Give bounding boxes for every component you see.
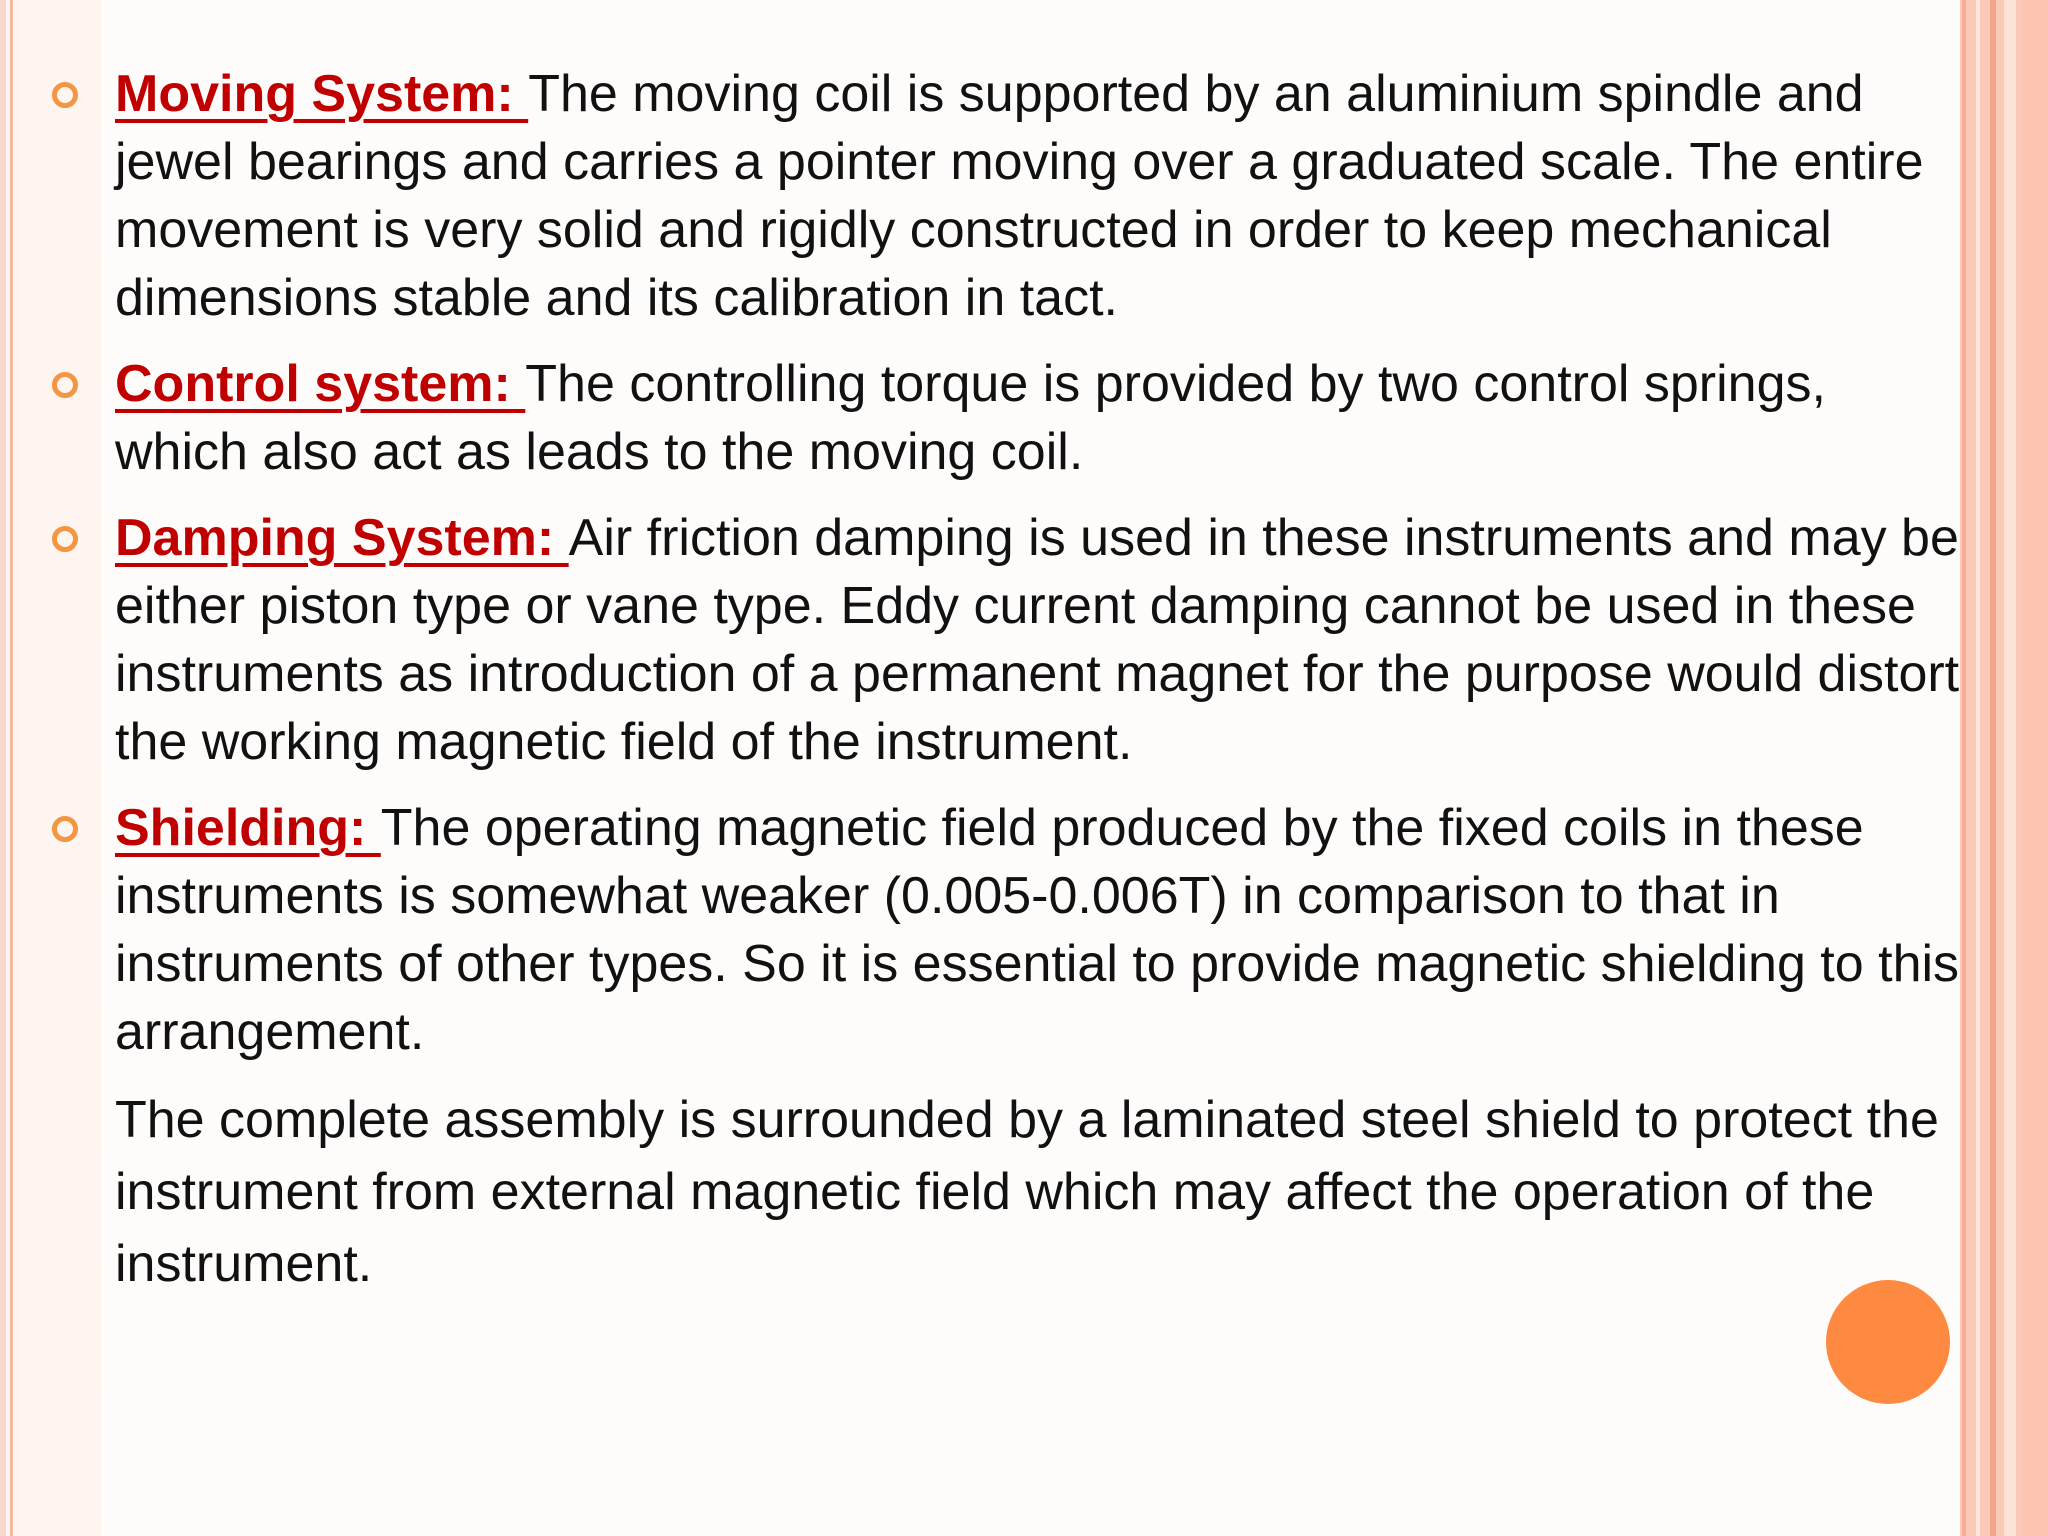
bullet-text: The moving coil is supported by an aluminium spindle and jewel bearings and carries a pointer moving over a graduated scale. The entire movement is very solid and rigidly constructed in order to keep mechanical dimensions stable and its calibration in tact.	[115, 65, 1924, 327]
slide-body	[115, 60, 1960, 1300]
bullet-heading: Damping System:	[115, 509, 569, 567]
left-border-band	[0, 0, 104, 1536]
bullet-item-control-system	[115, 350, 1960, 486]
right-border-stripe	[2022, 0, 2048, 1536]
bullet-ring-icon	[52, 372, 78, 398]
bullet-item-shielding	[115, 794, 1960, 1066]
bullet-heading: Control system:	[115, 355, 526, 413]
right-border-stripe	[1976, 0, 1980, 1536]
bullet-text: Air friction damping is used in these instruments and may be either piston type or vane type. Eddy current damping cannot be used in these instruments as introduction of a permanent magnet for the purpose would distort the working magnetic field of the instrument.	[115, 509, 1960, 771]
bullet-item-moving-system	[115, 60, 1960, 332]
right-border-stripe	[2004, 0, 2016, 1536]
decorative-orange-circle	[1826, 1280, 1950, 1404]
bullet-ring-icon	[52, 526, 78, 552]
left-border-line	[10, 0, 13, 1536]
bullet-text: The controlling torque is provided by two control springs, which also act as leads to the moving coil.	[115, 355, 1826, 481]
bullet-heading: Moving System:	[115, 65, 529, 123]
bullet-text: The operating magnetic field produced by the fixed coils in these instruments is somewhat weaker (0.005-0.006T) in comparison to that in instruments of other types. So it is essential to provide magnetic shielding to this arrangement.	[115, 799, 1960, 1061]
closing-paragraph: The complete assembly is surrounded by a laminated steel shield to protect the instrument from external magnetic field which may affect the operation of the instrument.	[115, 1091, 1939, 1293]
right-border-stripe	[1990, 0, 1996, 1536]
right-border-stripe	[1962, 0, 1966, 1536]
bullet-ring-icon	[52, 816, 78, 842]
bullet-ring-icon	[52, 82, 78, 108]
bullet-item-damping-system	[115, 504, 1960, 776]
bullet-heading: Shielding:	[115, 799, 381, 857]
